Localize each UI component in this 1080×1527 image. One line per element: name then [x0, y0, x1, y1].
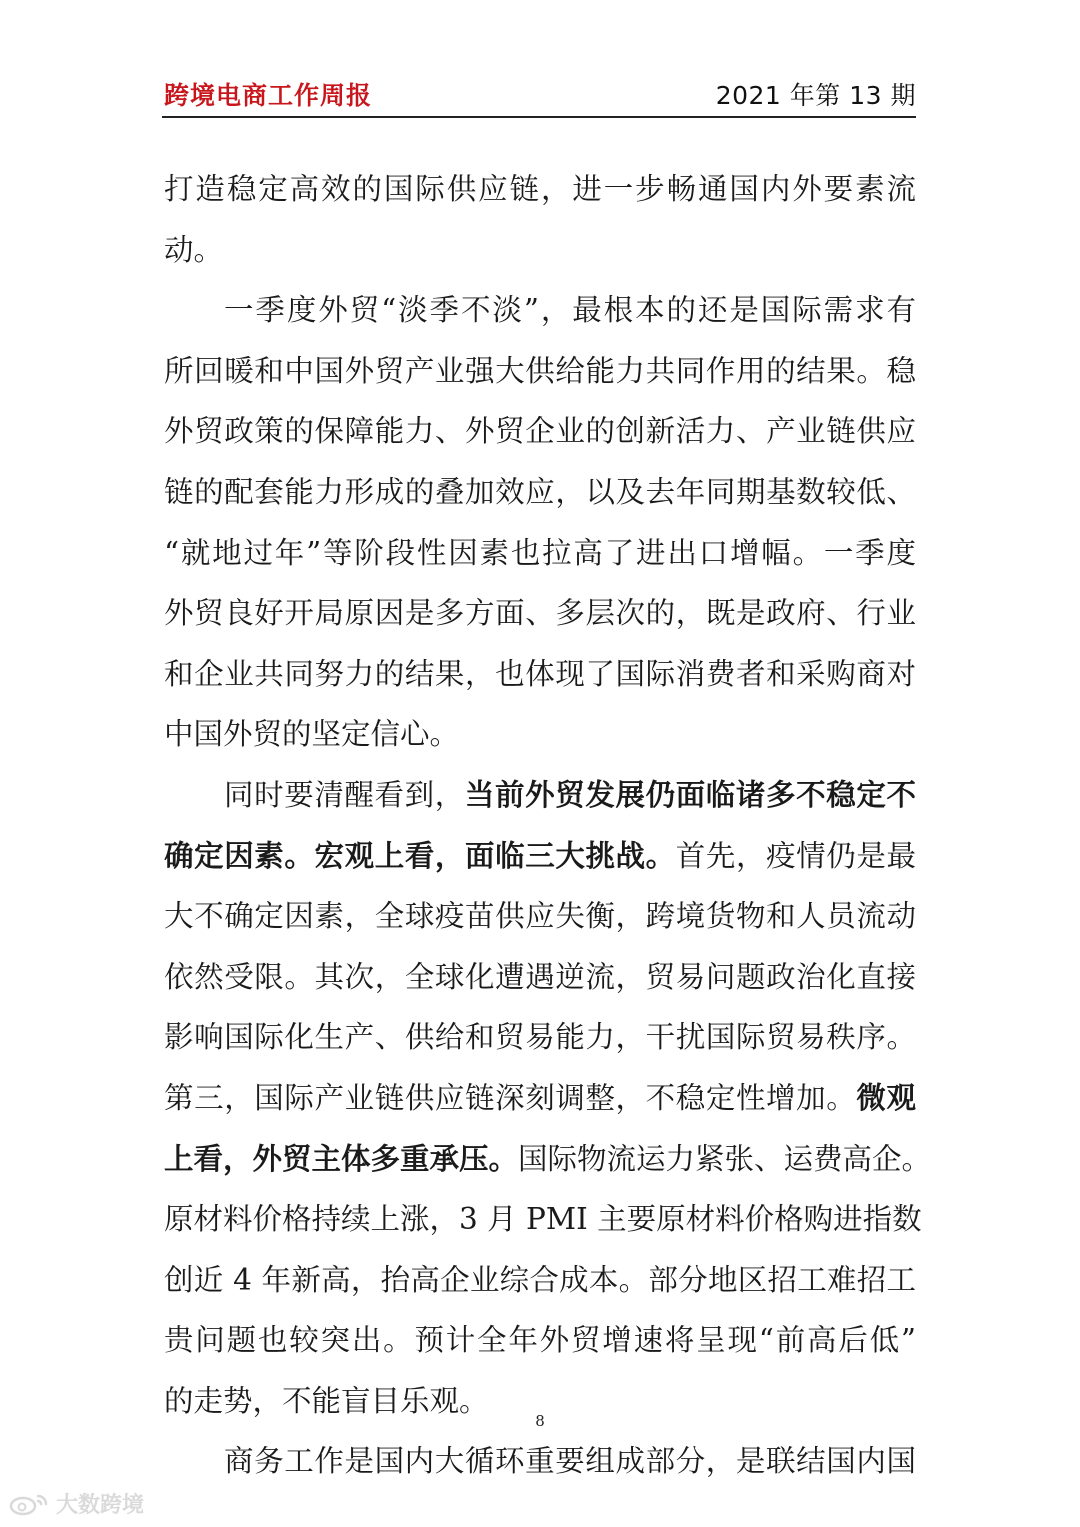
- text-line: 大不确定因素，全球疫苗供应失衡，跨境货物和人员流动: [164, 899, 916, 934]
- text-line: 创近 4 年新高，抬高企业综合成本。部分地区招工难招工: [164, 1262, 916, 1297]
- text-run: 国际物流运力紧张、运费高企。: [518, 1141, 932, 1176]
- text-run: 第三，国际产业链供应链深刻调整，不稳定性增加。: [164, 1080, 857, 1115]
- text-run: 同时要清醒看到，: [224, 777, 465, 812]
- text-line: 动。: [164, 232, 224, 267]
- report-title: 跨境电商工作周报: [164, 81, 373, 110]
- paragraph-first-line: [164, 765, 916, 826]
- issue-number: 2021 年第 13 期: [715, 81, 916, 110]
- article-body: [164, 159, 932, 1492]
- page-number: 8: [535, 1412, 545, 1430]
- text-line: “就地过年”等阶段性因素也拉高了进出口增幅。一季度: [164, 535, 916, 570]
- text-line: 外贸良好开局原因是多方面、多层次的，既是政府、行业: [164, 596, 916, 631]
- text-line: 所回暖和中国外贸产业强大供给能力共同作用的结果。稳: [164, 353, 916, 388]
- watermark-text: 大数跨境: [56, 1492, 145, 1518]
- text-line: 的走势，不能盲目乐观。: [164, 1383, 489, 1418]
- text-line: [164, 1068, 916, 1129]
- paragraph-first-line: 一季度外贸“淡季不淡”，最根本的还是国际需求有: [224, 293, 916, 328]
- text-run: 首先，疫情仍是最: [675, 838, 916, 873]
- text-line: 影响国际化生产、供给和贸易能力，干扰国际贸易秩序。: [164, 1020, 916, 1055]
- text-line: 依然受限。其次，全球化遭遇逆流，贸易问题政治化直接: [164, 959, 916, 994]
- bold-text-run: 微观: [856, 1079, 916, 1115]
- page-header: [164, 74, 916, 114]
- bold-text-run: 上看，外贸主体多重承压。: [164, 1140, 519, 1176]
- text-line: 原材料价格持续上涨，3 月 PMI 主要原材料价格购进指数: [164, 1202, 922, 1237]
- text-line: [164, 1129, 932, 1190]
- text-line: [164, 826, 916, 887]
- text-line: 链的配套能力形成的叠加效应，以及去年同期基数较低、: [164, 474, 916, 509]
- text-line: 打造稳定高效的国际供应链，进一步畅通国内外要素流: [164, 172, 916, 206]
- text-line: 中国外贸的坚定信心。: [164, 717, 460, 752]
- text-line: 贵问题也较突出。预计全年外贸增速将呈现“前高后低”: [164, 1323, 916, 1358]
- text-line: 和企业共同努力的结果，也体现了国际消费者和采购商对: [164, 656, 916, 691]
- bold-text-run: 当前外贸发展仍面临诸多不稳定不: [464, 776, 916, 812]
- paragraph-first-line: 商务工作是国内大循环重要组成部分，是联结国内国: [224, 1444, 916, 1479]
- bold-text-run: 确定因素。宏观上看，面临三大挑战。: [164, 837, 676, 873]
- text-line: 外贸政策的保障能力、外贸企业的创新活力、产业链供应: [164, 414, 916, 449]
- watermark: [8, 1487, 144, 1519]
- header-divider: [162, 116, 916, 118]
- weibo-logo-icon: [8, 1490, 52, 1516]
